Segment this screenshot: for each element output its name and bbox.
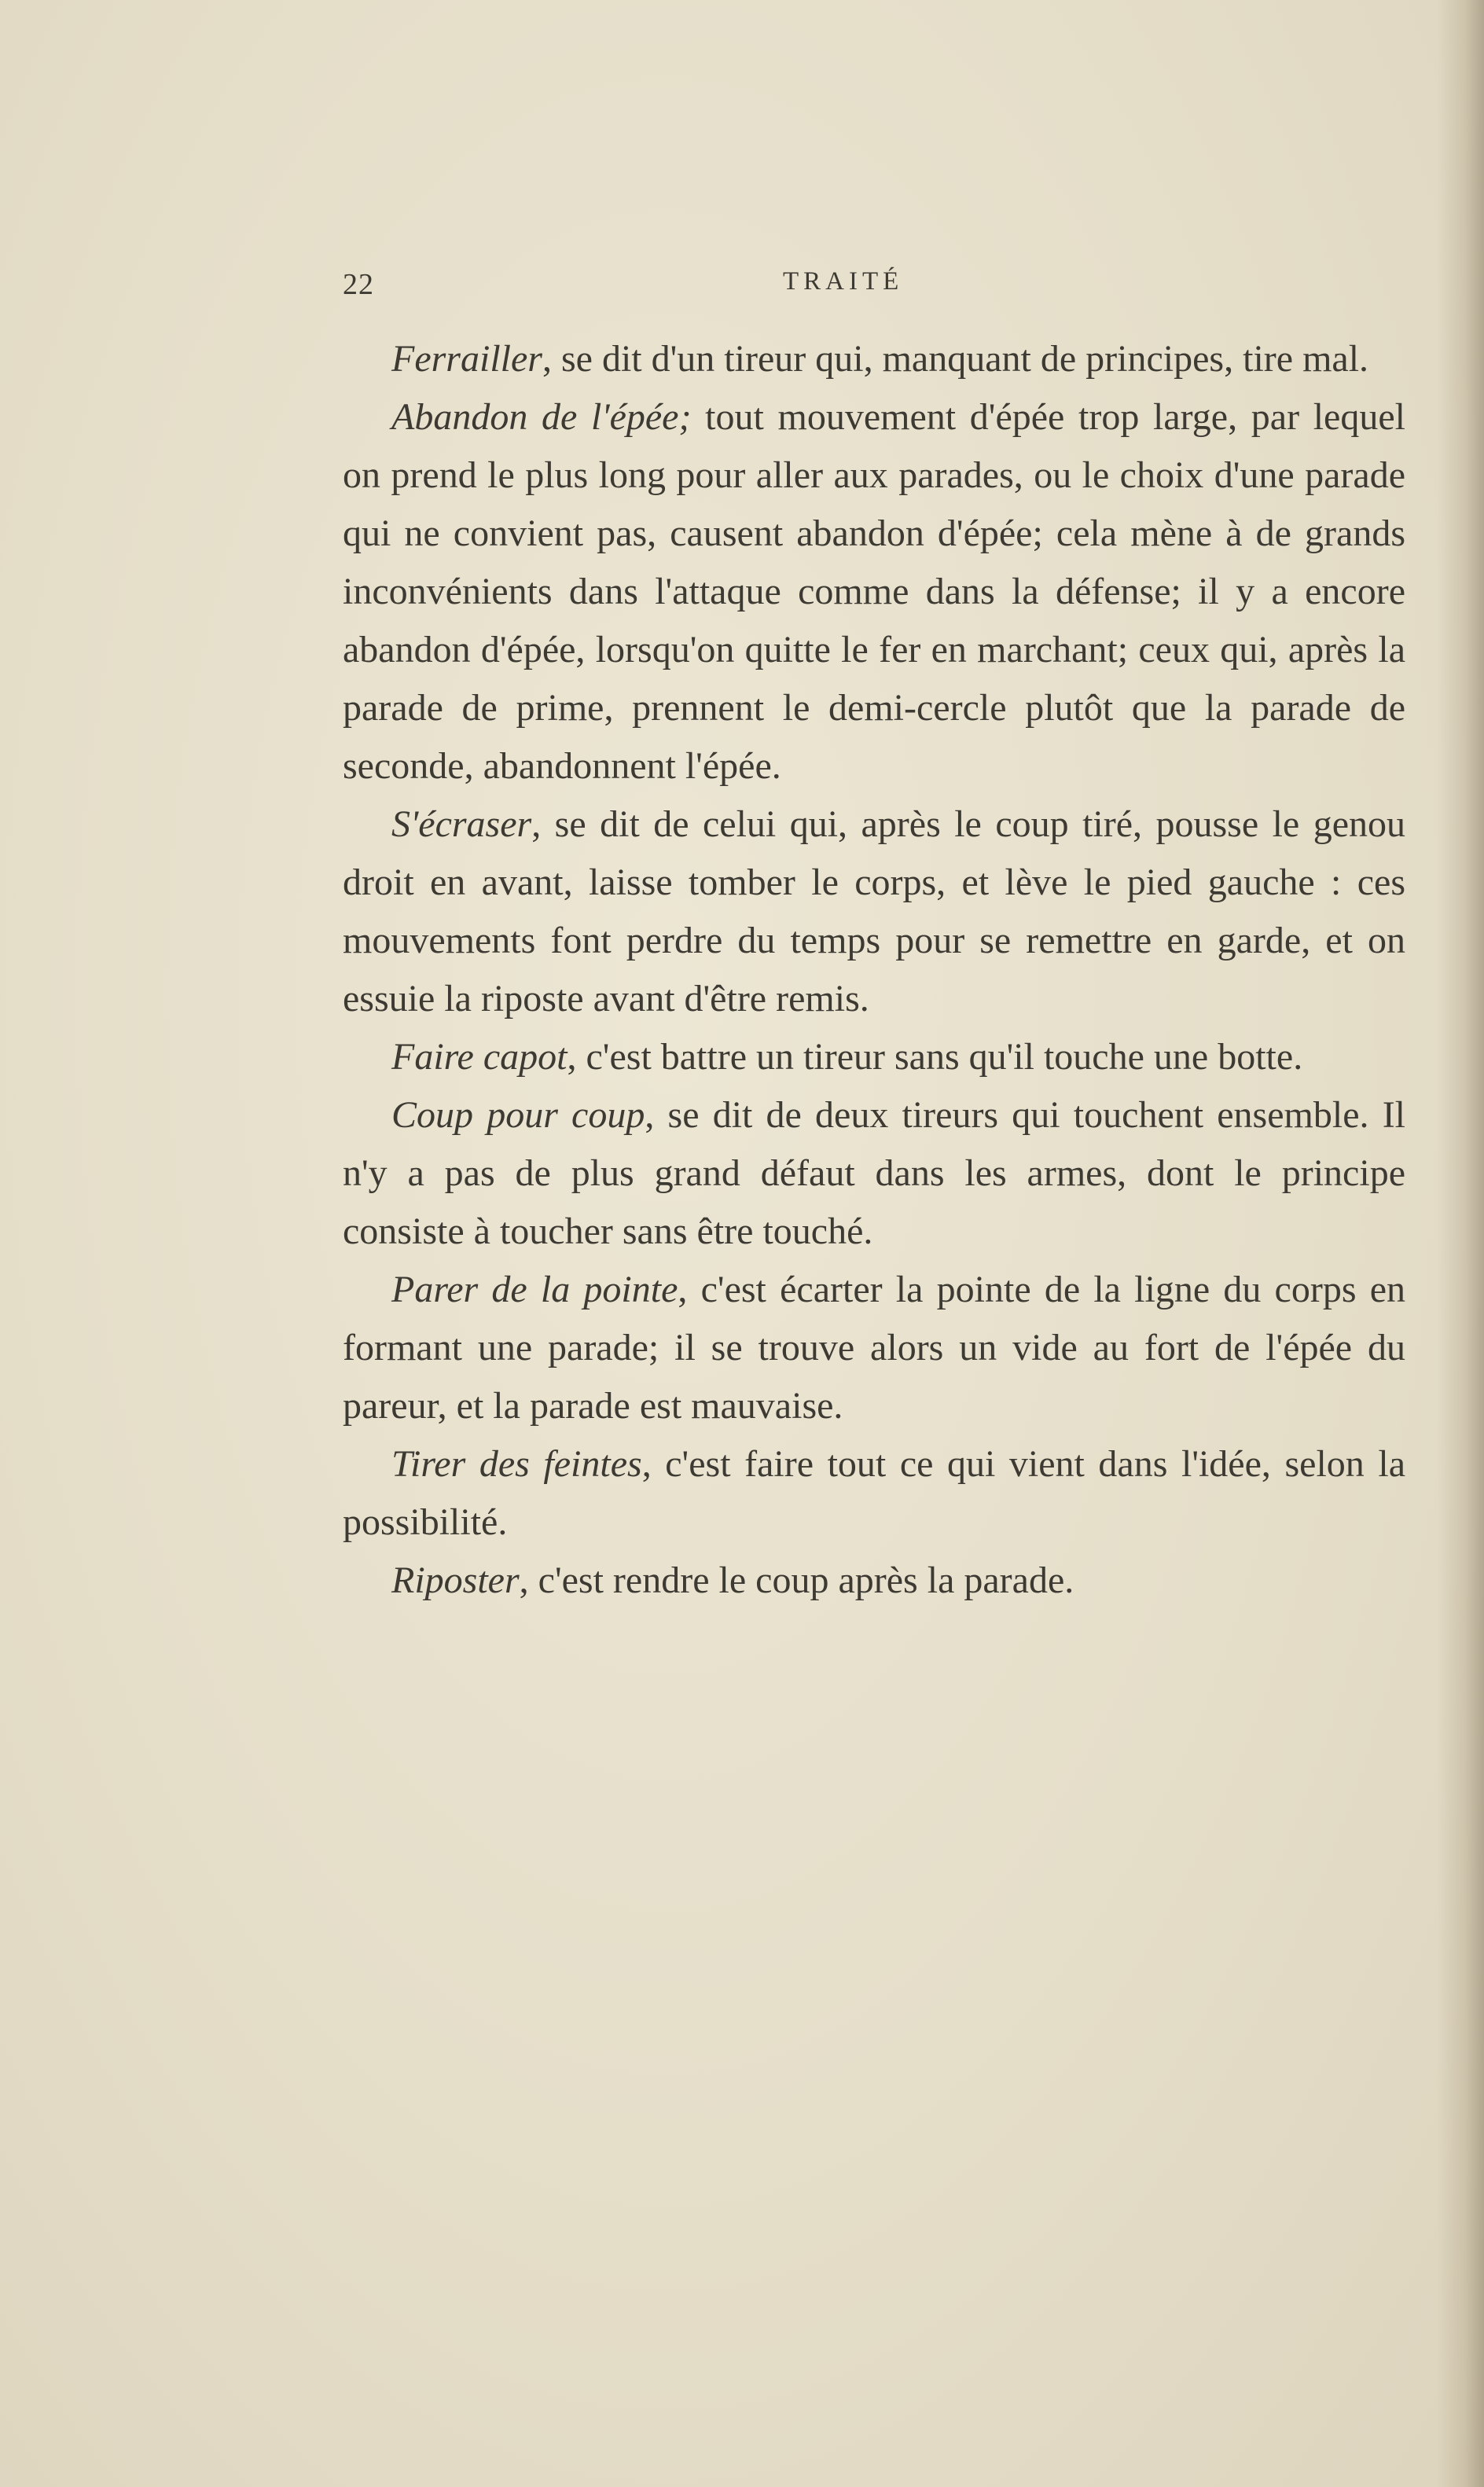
defined-term: Faire capot xyxy=(391,1036,568,1078)
body-text xyxy=(343,330,1405,1610)
definition-text: , c'est battre un tireur sans qu'il touche une botte. xyxy=(567,1036,1303,1078)
definition-paragraph xyxy=(343,388,1405,795)
definition-paragraph xyxy=(343,795,1405,1028)
definition-paragraph xyxy=(343,1028,1405,1086)
defined-term: Ferrailler xyxy=(391,338,542,380)
definition-paragraph xyxy=(343,1261,1405,1435)
page-number: 22 xyxy=(343,268,374,301)
definition-text: tout mouvement d'épée trop large, par lequel on prend le plus long pour aller aux parades, ou le choix d'une parade qui ne convient pas, causent abandon d'épée; cela mène à de grands inconvénients dans l'attaque comme dans la défense; il y a encore abandon d'épée, lorsqu'on quitte le fer en marchant; ceux qui, après la parade de prime, prennent le demi-cercle plutôt que la parade de seconde, abandonnent l'épée. xyxy=(343,396,1406,787)
definition-paragraph xyxy=(343,1086,1405,1261)
definition-paragraph xyxy=(343,1435,1405,1552)
definition-text: , se dit de deux tireurs qui touchent ensemble. Il n'y a pas de plus grand défaut dans les armes, dont le principe consiste à toucher sans être touché. xyxy=(343,1094,1406,1252)
page-gutter-shadow xyxy=(1437,0,1484,2487)
defined-term: Riposter xyxy=(391,1559,520,1601)
definition-text: , c'est rendre le coup après la parade. xyxy=(519,1559,1074,1601)
defined-term: Coup pour coup xyxy=(391,1094,645,1136)
defined-term: Abandon de l'épée; xyxy=(391,396,692,438)
running-head: TRAITÉ xyxy=(783,267,904,296)
definition-paragraph xyxy=(343,1552,1405,1610)
definition-text: , se dit d'un tireur qui, manquant de principes, tire mal. xyxy=(542,338,1369,380)
page-header xyxy=(343,267,1405,314)
definition-text: , se dit de celui qui, après le coup tiré, pousse le genou droit en avant, laisse tomber le corps, et lève le pied gauche : ces mouvements font perdre du temps pour se remettre en garde, et on essuie la riposte avant d'être remis. xyxy=(343,803,1405,1019)
definition-text: , c'est faire tout ce qui vient dans l'idée, selon la possibilité. xyxy=(343,1443,1406,1543)
defined-term: Tirer des feintes xyxy=(391,1443,642,1485)
definition-paragraph xyxy=(343,330,1405,388)
definition-text: , c'est écarter la pointe de la ligne du corps en formant une parade; il se trouve alors un vide au fort de l'épée du pareur, et la parade est mauvaise. xyxy=(343,1269,1406,1427)
defined-term: Parer de la pointe xyxy=(391,1269,678,1310)
defined-term: S'écraser xyxy=(391,803,532,845)
